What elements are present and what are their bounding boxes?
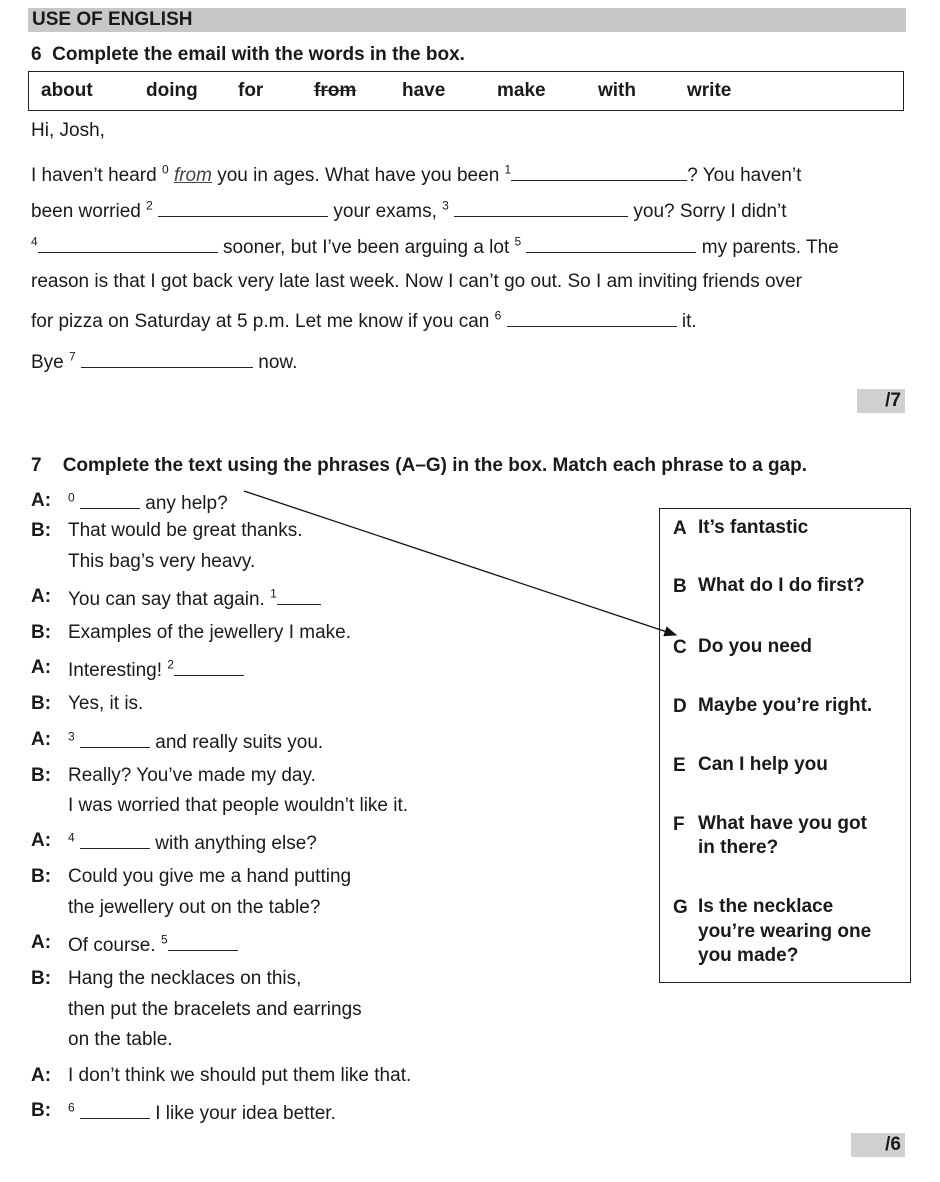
section-title: USE OF ENGLISH [32, 9, 193, 30]
ex7-score-box: /6 [851, 1133, 905, 1157]
email-text: now. [258, 352, 298, 373]
email-text: you in ages. What have you been [217, 165, 500, 186]
gap-number: 2 [146, 198, 153, 213]
email-greeting: Hi, Josh, [31, 120, 105, 141]
phrase-text: you’re wearing one [698, 921, 872, 942]
email-text: sooner, but I’ve been arguing a lot [222, 237, 510, 258]
ex7-instruction: Complete the text using the phrases (A–G) in the box. Match each phrase to a gap. [62, 455, 808, 476]
dialogue-text: Examples of the jewellery I make. [68, 622, 352, 643]
gap-number: 6 [494, 308, 502, 323]
gap-number: 0 [161, 162, 169, 177]
dialogue-text: Could you give me a hand putting [68, 866, 352, 887]
phrase-text: you made? [698, 945, 799, 966]
word-box-item: about [41, 80, 93, 101]
email-text: your exams, [333, 201, 437, 222]
phrase-text: It’s fantastic [698, 517, 809, 538]
dialogue-speaker: B: [31, 866, 52, 887]
dialogue-text: I like your idea better. [155, 1103, 336, 1124]
phrase-letter: G [673, 897, 688, 918]
dialogue-speaker: A: [31, 657, 52, 678]
dialogue-speaker: A: [31, 490, 52, 511]
dialogue-speaker: A: [31, 729, 52, 750]
phrase-text: Maybe you’re right. [698, 695, 873, 716]
dialogue-text: and really suits you. [155, 732, 324, 753]
dialogue-speaker: B: [31, 968, 52, 989]
phrase-letter: E [673, 755, 686, 776]
word-box-item: for [238, 80, 264, 101]
dialogue-text: any help? [145, 493, 228, 514]
phrase-text: in there? [698, 837, 779, 858]
phrase-text: Do you need [698, 636, 813, 657]
dialogue-speaker: B: [31, 622, 52, 643]
phrase-letter: C [673, 637, 687, 658]
phrase-text: What do I do first? [698, 575, 865, 596]
dialogue-speaker: A: [31, 932, 52, 953]
gap-number: 1 [504, 162, 512, 177]
word-box-item: write [687, 80, 732, 101]
phrase-text: Is the necklace [698, 896, 834, 917]
email-text: I haven’t heard [31, 165, 157, 186]
ex7-number: 7 [31, 455, 42, 476]
email-text: Bye [31, 352, 64, 373]
word-box-item: with [598, 80, 636, 101]
email-text: it. [681, 311, 697, 332]
email-text: my parents. The [701, 237, 839, 258]
gap-number: 2 [167, 657, 174, 672]
word-box-item: have [402, 80, 446, 101]
email-line-4: reason is that I got back very late last week. Now I can’t go out. So I am inviting friends over [31, 271, 802, 292]
gap-number: 5 [160, 932, 168, 947]
dialogue-speaker: B: [31, 520, 52, 541]
phrase-letter: F [673, 814, 685, 835]
gap-number: 4 [68, 830, 75, 845]
phrase-text: Can I help you [698, 754, 828, 775]
dialogue-text: This bag’s very heavy. [68, 551, 256, 572]
dialogue-speaker: B: [31, 693, 52, 714]
dialogue-speaker: B: [31, 765, 52, 786]
dialogue-text: with anything else? [155, 833, 317, 854]
dialogue-text: You can say that again. [68, 589, 265, 610]
word-box-item: make [497, 80, 546, 101]
email-text: you? Sorry I didn’t [633, 201, 787, 222]
dialogue-text: then put the bracelets and earrings [68, 999, 362, 1020]
gap-number: 1 [270, 586, 277, 601]
gap-number: 3 [68, 729, 75, 744]
email-text: been worried [31, 201, 141, 222]
dialogue-speaker: A: [31, 586, 52, 607]
gap-number: 3 [442, 198, 449, 213]
gap-number: 5 [514, 234, 522, 249]
dialogue-speaker: A: [31, 1065, 52, 1086]
phrase-letter: A [673, 518, 687, 539]
gap-number: 4 [31, 234, 38, 249]
dialogue-speaker: B: [31, 1100, 52, 1121]
example-answer: from [173, 165, 212, 186]
ex6-number: 6 [31, 44, 42, 65]
dialogue-text: That would be great thanks. [68, 520, 303, 541]
gap-number: 6 [68, 1100, 75, 1115]
phrase-letter: D [673, 696, 687, 717]
dialogue-text: the jewellery out on the table? [68, 897, 321, 918]
email-text: ? You haven’t [687, 165, 802, 186]
word-box-item-crossed: from [314, 80, 357, 101]
dialogue-text: Interesting! [68, 660, 162, 681]
phrase-text: What have you got [698, 813, 867, 834]
ex6-score-box: /7 [857, 389, 905, 413]
phrase-letter: B [673, 576, 687, 597]
dialogue-text: I was worried that people wouldn’t like it. [68, 795, 409, 816]
dialogue-text: I don’t think we should put them like that. [68, 1065, 412, 1086]
dialogue-text: Hang the necklaces on this, [68, 968, 302, 989]
ex6-instruction: Complete the email with the words in the box. [52, 44, 465, 65]
dialogue-text: on the table. [68, 1029, 173, 1050]
dialogue-speaker: A: [31, 830, 52, 851]
gap-number: 7 [69, 349, 76, 364]
dialogue-text: Yes, it is. [68, 693, 144, 714]
email-text: for pizza on Saturday at 5 p.m. Let me know if you can [31, 311, 490, 332]
dialogue-text: Really? You’ve made my day. [68, 765, 316, 786]
gap-number: 0 [68, 490, 75, 505]
word-box-item: doing [146, 80, 198, 101]
dialogue-text: Of course. [68, 935, 156, 956]
